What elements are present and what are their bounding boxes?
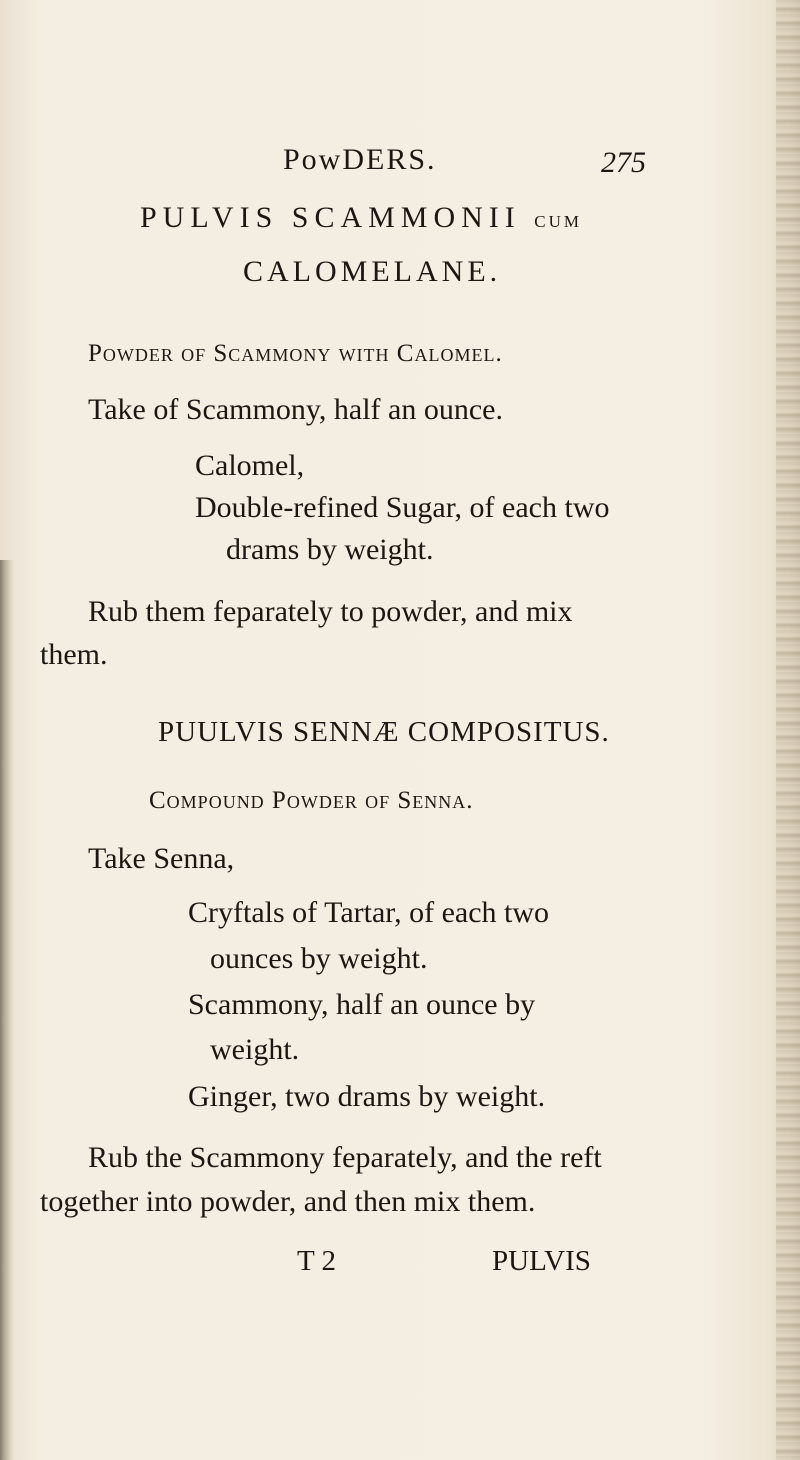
section2-line: together into powder, and then mix them. bbox=[40, 1185, 536, 1218]
section2-line: Cryftals of Tartar, of each two bbox=[188, 896, 550, 929]
section1-line: Double-refined Sugar, of each two bbox=[195, 491, 610, 524]
page-left-edge bbox=[0, 560, 14, 1460]
section2-line: Rub the Scammony feparately, and the reft bbox=[88, 1141, 602, 1174]
section1-line: drams by weight. bbox=[226, 533, 434, 566]
section2-line: Scammony, half an ounce by bbox=[188, 988, 536, 1021]
section2-title: PUULVIS SENNÆ COMPOSITUS. bbox=[158, 716, 610, 748]
section1-title-main: PULVIS SCAMMONII bbox=[140, 201, 521, 234]
section2-line: Take Senna, bbox=[88, 842, 235, 875]
signature-mark: T 2 bbox=[297, 1245, 336, 1277]
section1-line: Calomel, bbox=[195, 449, 305, 482]
running-head: PowDERS. bbox=[283, 143, 437, 176]
section1-title bbox=[140, 203, 582, 233]
section1-line: Rub them feparately to powder, and mix bbox=[88, 595, 573, 628]
catchword: PULVIS bbox=[492, 1245, 591, 1277]
section1-title-cum: CUM bbox=[534, 212, 583, 231]
section2-line: Ginger, two drams by weight. bbox=[188, 1080, 546, 1113]
section2-subtitle: Compound Powder of Senna. bbox=[149, 787, 474, 814]
section1-line: them. bbox=[40, 638, 108, 671]
section1-line: Take of Scammony, half an ounce. bbox=[88, 393, 503, 426]
section1-subtitle: Powder of Scammony with Calomel. bbox=[88, 340, 503, 367]
page-gutter bbox=[776, 0, 800, 1460]
page-number: 275 bbox=[601, 146, 646, 179]
section2-line: weight. bbox=[210, 1033, 300, 1066]
section2-line: ounces by weight. bbox=[210, 942, 428, 975]
section1-title-line2: CALOMELANE. bbox=[243, 255, 502, 288]
